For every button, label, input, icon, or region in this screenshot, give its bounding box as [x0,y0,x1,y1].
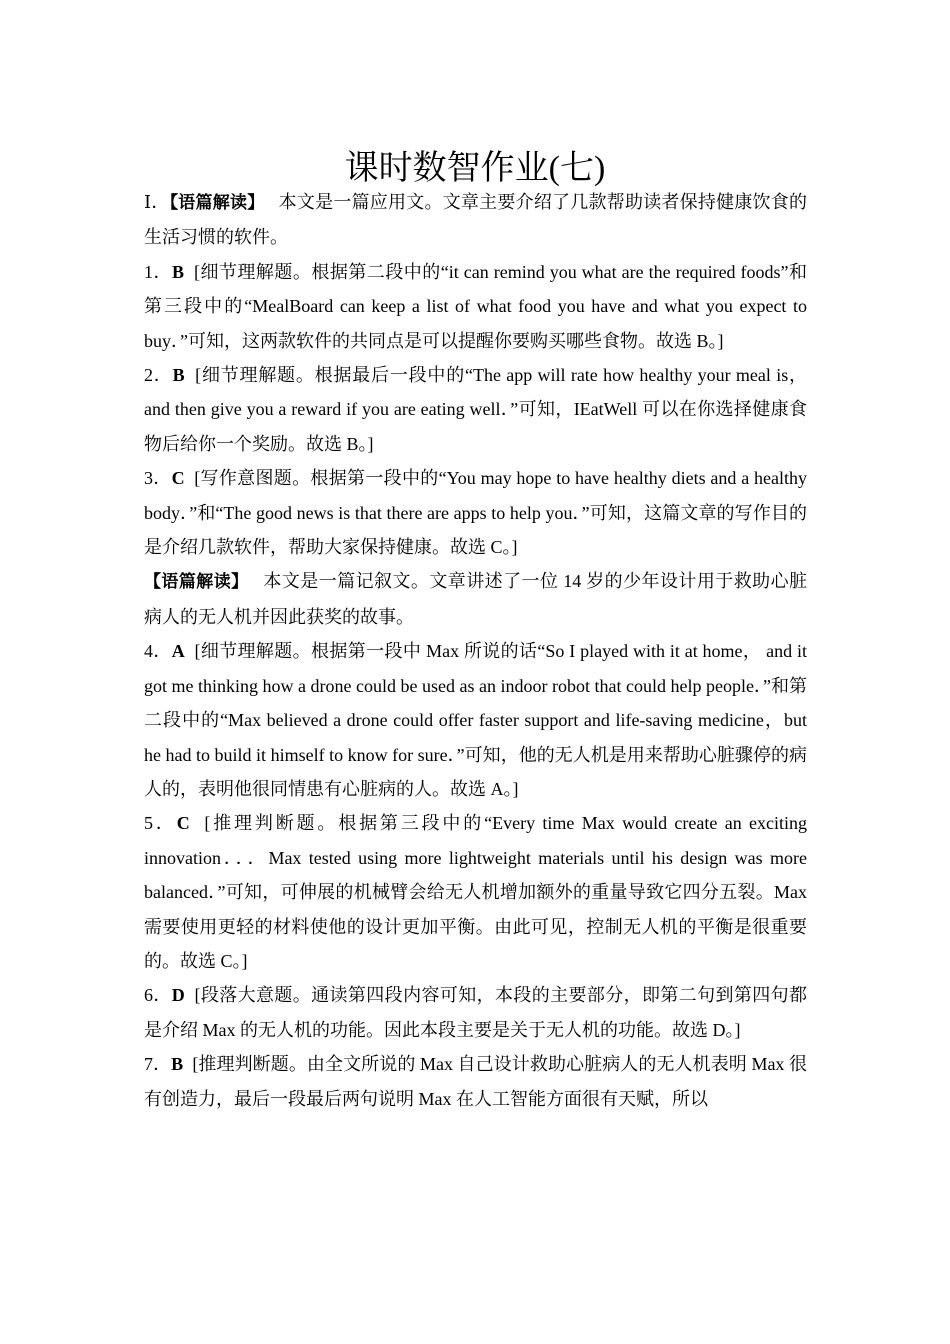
answer-letter: B [171,261,184,282]
answer-item-7 [144,1047,807,1116]
section-label: 【语篇解读】 [169,193,265,213]
answer-letter: B [172,365,185,386]
question-number: 1． [144,261,172,282]
answer-item-5 [144,806,807,978]
explanation-text: [写作意图题。根据第一段中的“You may hope to have healthy diets and a healthy body．”和“The good news is that there are apps to help you．”可知，这篇文章的写作目的是介绍几款软件，帮助大家保持健康。故选 C。] [144,468,807,558]
explanation-text: [段落大意题。通读第四段内容可知，本段的主要部分，即第二句到第四句都是介绍 Max 的无人机的功能。因此本段主要是关于无人机的功能。故选 D。] [144,985,808,1040]
section-prefix: Ⅰ． [144,192,170,212]
question-number: 4． [144,641,172,662]
answer-item-4 [144,634,807,806]
answer-content [144,185,807,1116]
section-text: 本文是一篇应用文。文章主要介绍了几款帮助读者保持健康饮食的生活习惯的软件。 [144,192,808,248]
answer-item-2 [144,358,807,461]
question-number: 7． [144,1054,172,1075]
question-number: 6． [144,985,172,1006]
answer-letter: B [171,1054,184,1075]
answer-item-1 [144,255,807,358]
answer-letter: C [171,468,185,489]
explanation-text: [推理判断题。根据第三段中的“Every time Max would create an exciting innovation．．．Max tested using more lightweight materials until his design was more balanced．”可知，可伸展的机械臂会给无人机增加额外的重量导致它四分五裂。Max 需要使用更轻的材料使他的设计更加平衡。由此可见，控制无人机的平衡是很重要的。故选 C。] [144,813,808,971]
passage-intro-2 [144,564,807,634]
answer-letter: D [171,985,185,1006]
answer-item-3 [144,461,807,564]
passage-intro-1 [144,185,807,255]
explanation-text: [细节理解题。根据第二段中的“it can remind you what are the required foods”和第三段中的“MealBoard can keep a list of what food you have and what you expect to buy．”可知，这两款软件的共同点是可以提醒你要购买哪些食物。故选 B。] [144,261,808,351]
answer-letter: A [171,641,185,662]
section-label: 【语篇解读】 [144,572,249,593]
page-title: 课时数智作业(七) [344,149,606,187]
question-number: 3． [144,468,172,489]
explanation-text: [推理判断题。由全文所说的 Max 自己设计救助心脏病人的无人机表明 Max 很有创造力，最后一段最后两句说明 Max 在人工智能方面很有天赋，所以 [144,1054,808,1109]
question-number: 5． [144,813,177,834]
answer-item-6 [144,978,807,1047]
question-number: 2． [144,365,173,386]
explanation-text: [细节理解题。根据第一段中 Max 所说的话“So I played with it at home， and it got me thinking how a drone could be used as an indoor robot that could help people．”和第二段中的“Max believed a drone could offer faster support and life-saving medicine，but he had to build it himself to know for sure．”可知，他的无人机是用来帮助心脏骤停的病人的，表明他很同情患有心脏病的人。故选 A。] [144,641,808,799]
section-text: 本文是一篇记叙文。文章讲述了一位 14 岁的少年设计用于救助心脏病人的无人机并因此获奖的故事。 [144,571,808,627]
explanation-text: [细节理解题。根据最后一段中的“The app will rate how healthy your meal is，and then give you a reward if you are eating well．”可知，IEatWell 可以在你选择健康食物后给你一个奖励。故选 B。] [144,365,807,454]
answer-letter: C [176,813,190,834]
